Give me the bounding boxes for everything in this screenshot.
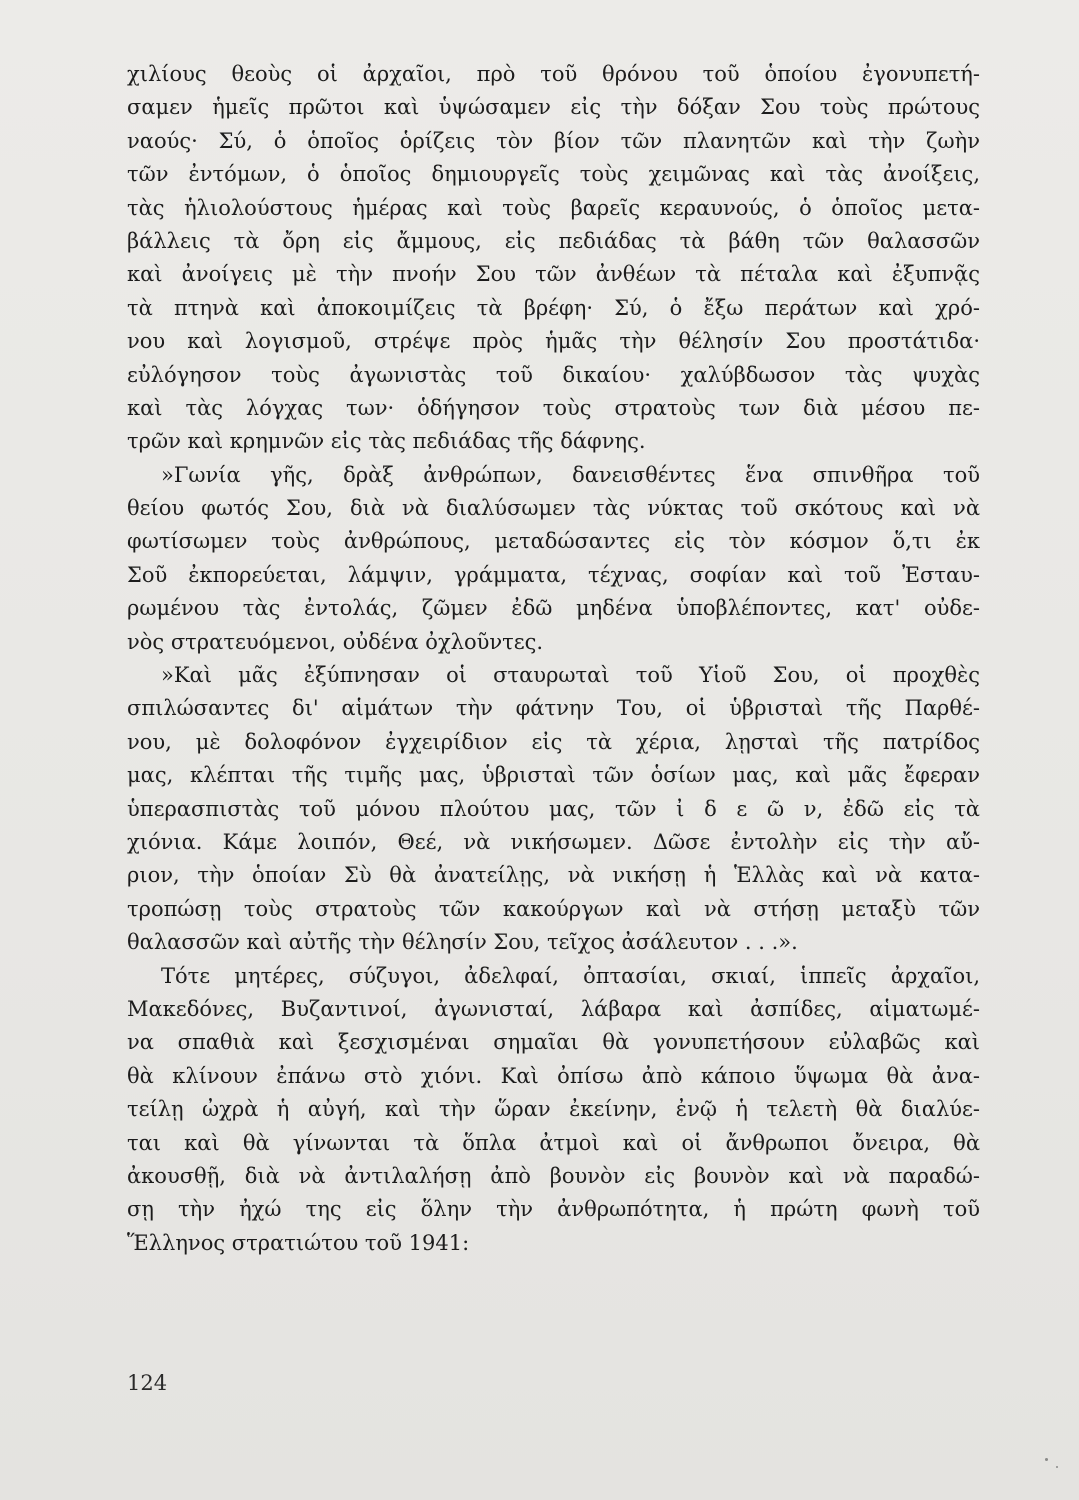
text-line: θαλασσῶν καὶ αὐτῆς τὴν θέλησίν Σου, τεῖχος ἀσάλευτον . . .».	[127, 930, 798, 955]
text-line: να σπαθιὰ καὶ ξεσχισμέναι σημαῖαι θὰ γονυπετήσουν εὐλαβῶς καὶ	[127, 1030, 980, 1055]
text-line: νου, μὲ δολοφόνον ἐγχειρίδιον εἰς τὰ χέρια, λῃσταὶ τῆς πατρίδος	[127, 729, 980, 754]
text-line: ἀκουσθῇ, διὰ νὰ ἀντιλαλήσῃ ἀπὸ βουνὸν εἰς βουνὸν καὶ νὰ παραδώ-	[127, 1163, 980, 1188]
text-line: Μακεδόνες, Βυζαντινοί, ἀγωνισταί, λάβαρα καὶ ἀσπίδες, αἱματωμέ-	[127, 996, 980, 1021]
text-line: θείου φωτός Σου, διὰ νὰ διαλύσωμεν τὰς νύκτας τοῦ σκότους καὶ νὰ	[127, 496, 980, 521]
text-line: βάλλεις τὰ ὄρη εἰς ἄμμους, εἰς πεδιάδας τὰ βάθη τῶν θαλασσῶν	[127, 228, 980, 253]
text-line: τροπώσῃ τοὺς στρατοὺς τῶν κακούργων καὶ νὰ στήσῃ μεταξὺ τῶν	[127, 896, 980, 921]
text-line: ριον, τὴν ὁποίαν Σὺ θὰ ἀνατείλῃς, νὰ νικήσῃ ἡ Ἑλλὰς καὶ νὰ κατα-	[127, 863, 980, 888]
page-number: 124	[127, 1371, 168, 1395]
text-line: ὑπερασπιστὰς τοῦ μόνου πλούτου μας, τῶν ἰ δ ε ῶ ν, ἐδῶ εἰς τὰ	[127, 796, 980, 821]
text-line: τρῶν καὶ κρημνῶν εἰς τὰς πεδιάδας τῆς δάφνης.	[127, 429, 646, 454]
text-line: χιόνια. Κάμε λοιπόν, Θεέ, νὰ νικήσωμεν. Δῶσε ἐντολὴν εἰς τὴν αὔ-	[127, 829, 980, 854]
body-text	[127, 58, 980, 1260]
text-line: σπιλώσαντες δι' αἱμάτων τὴν φάτνην Του, οἱ ὑβρισταὶ τῆς Παρθέ-	[127, 696, 980, 721]
text-line: σαμεν ἡμεῖς πρῶτοι καὶ ὑψώσαμεν εἰς τὴν δόξαν Σου τοὺς πρώτους	[127, 95, 980, 120]
text-line: θὰ κλίνουν ἐπάνω στὸ χιόνι. Καὶ ὀπίσω ἀπὸ κάποιο ὕψωμα θὰ ἀνα-	[127, 1063, 980, 1088]
text-line: τὰ πτηνὰ καὶ ἀποκοιμίζεις τὰ βρέφη· Σύ, ὁ ἔξω περάτων καὶ χρό-	[127, 295, 980, 320]
text-line: τὰς ἡλιολούστους ἡμέρας καὶ τοὺς βαρεῖς κεραυνούς, ὁ ὁποῖος μετα-	[127, 195, 980, 220]
text-line: Τότε μητέρες, σύζυγοι, ἀδελφαί, ὀπτασίαι, σκιαί, ἱππεῖς ἀρχαῖοι,	[161, 963, 980, 988]
text-line: φωτίσωμεν τοὺς ἀνθρώπους, μεταδώσαντες εἰς τὸν κόσμον ὅ,τι ἐκ	[127, 529, 980, 554]
text-line: ρωμένου τὰς ἐντολάς, ζῶμεν ἐδῶ μηδένα ὑποβλέποντες, κατ' οὐδε-	[127, 596, 980, 621]
text-line: »Καὶ μᾶς ἐξύπνησαν οἱ σταυρωταὶ τοῦ Υἱοῦ Σου, οἱ προχθὲς	[161, 663, 980, 688]
text-line: τείλῃ ὠχρὰ ἡ αὐγή, καὶ τὴν ὥραν ἐκείνην, ἐνῷ ἡ τελετὴ θὰ διαλύε-	[127, 1097, 980, 1122]
text-line: »Γωνία γῆς, δρὰξ ἀνθρώπων, δανεισθέντες ἕνα σπινθῆρα τοῦ	[161, 462, 980, 487]
text-line: χιλίους θεοὺς οἱ ἀρχαῖοι, πρὸ τοῦ θρόνου τοῦ ὁποίου ἐγονυπετή-	[127, 62, 980, 86]
text-line: Ἕλληνος στρατιώτου τοῦ 1941:	[127, 1230, 470, 1255]
paper-speck	[1045, 1458, 1048, 1461]
text-line: εὐλόγησον τοὺς ἀγωνιστὰς τοῦ δικαίου· χαλύβδωσον τὰς ψυχὰς	[127, 362, 980, 387]
text-line: καὶ ἀνοίγεις μὲ τὴν πνοήν Σου τῶν ἀνθέων τὰ πέταλα καὶ ἐξυπνᾷς	[127, 262, 980, 287]
text-line: νὸς στρατευόμενοι, οὐδένα ὀχλοῦντες.	[127, 629, 544, 654]
text-line: καὶ τὰς λόγχας των· ὁδήγησον τοὺς στρατοὺς των διὰ μέσου πε-	[127, 395, 980, 420]
text-line: Σοῦ ἐκπορεύεται, λάμψιν, γράμματα, τέχνας, σοφίαν καὶ τοῦ Ἐσταυ-	[127, 562, 980, 587]
text-line: μας, κλέπται τῆς τιμῆς μας, ὑβρισταὶ τῶν ὁσίων μας, καὶ μᾶς ἔφεραν	[127, 763, 980, 788]
text-line: νου καὶ λογισμοῦ, στρέψε πρὸς ἡμᾶς τὴν θέλησίν Σου προστάτιδα·	[127, 329, 980, 354]
text-line: ναούς· Σύ, ὁ ὁποῖος ὁρίζεις τὸν βίον τῶν πλανητῶν καὶ τὴν ζωὴν	[127, 128, 980, 153]
paper-speck	[1056, 1466, 1058, 1468]
text-line: σῃ τὴν ἠχώ της εἰς ὅλην τὴν ἀνθρωπότητα, ἡ πρώτη φωνὴ τοῦ	[127, 1197, 980, 1222]
text-line: τῶν ἐντόμων, ὁ ὁποῖος δημιουργεῖς τοὺς χειμῶνας καὶ τὰς ἀνοίξεις,	[127, 162, 980, 187]
text-line: ται καὶ θὰ γίνωνται τὰ ὅπλα ἀτμοὶ καὶ οἱ ἄνθρωποι ὄνειρα, θὰ	[127, 1130, 980, 1155]
